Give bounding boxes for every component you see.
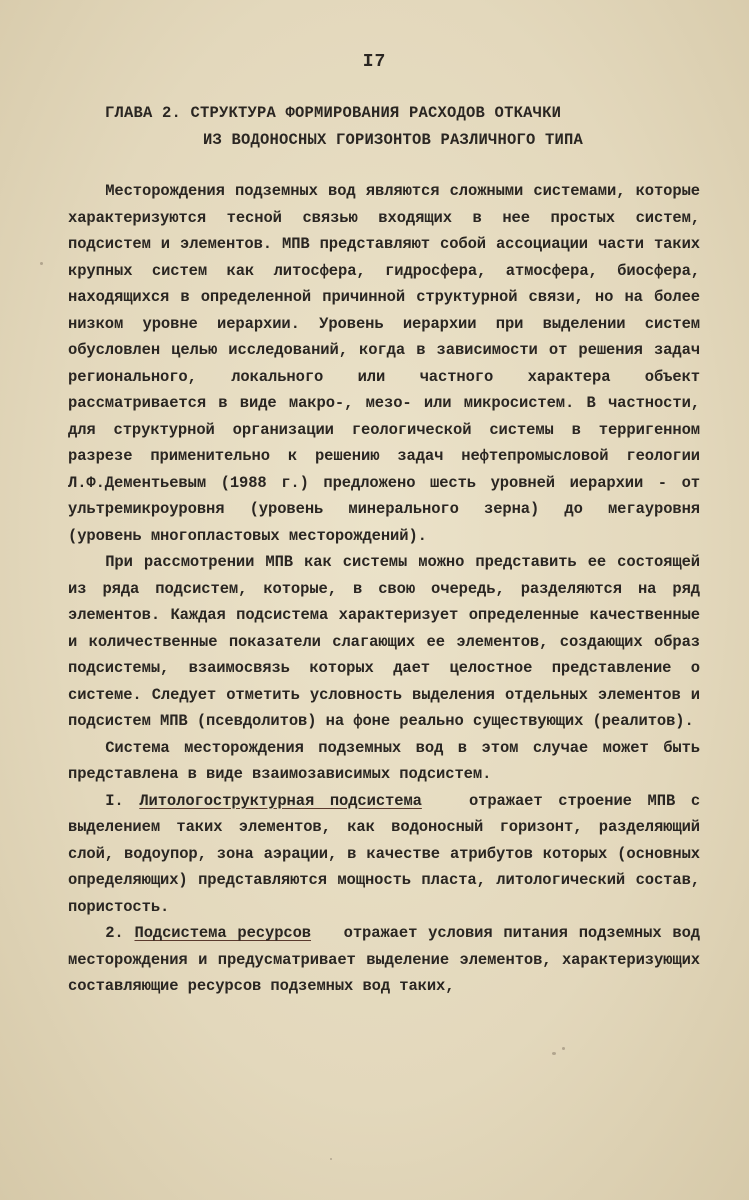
paragraph-4: [68, 788, 700, 921]
chapter-title-line-2: ИЗ ВОДОНОСНЫХ ГОРИЗОНТОВ РАЗЛИЧНОГО ТИПА: [203, 131, 584, 149]
paragraph-1: Месторождения подземных вод являются сложными системами, которые характеризуются тесной связью входящих в нее простых систем, подсистем и элементов. МПВ представляют собой ассоциации части таких крупных систем как литосфера, гидросфера, атмосфера, биосфера, находящихся в определенной причинной структурной связи, но на более низком уровне иерархии. Уровень иерархии при выделении систем обусловлен целью исследований, когда в зависимости от решения задач регионального, локального или частного характера объект рассматривается в виде макро-, мезо- или микросистем. В частности, для структурной организации геологической системы в терригенном разрезе применительно к решению задач нефтепромысловой геологии Л.Ф.Дементьевым (1988 г.) предложено шесть уровней иерархии - от ультремикроуровня (уровень минерального зерна) до мегауровня (уровень многопластовых месторождений).: [68, 182, 700, 545]
paper-speck: [562, 1047, 565, 1050]
chapter-title-line-1: ГЛАВА 2. СТРУКТУРА ФОРМИРОВАНИЯ РАСХОДОВ ОТКАЧКИ: [105, 104, 562, 122]
paper-speck: [552, 1052, 556, 1055]
subsystem-term-resources: Подсистема ресурсов: [134, 924, 312, 942]
paper-speck: [330, 1158, 332, 1160]
paragraph-5: [68, 920, 700, 1000]
paragraph-2: При рассмотрении МПВ как системы можно представить ее состоящей из ряда подсистем, которые, в свою очередь, разделяются на ряд элементов. Каждая подсистема характеризует определенные качественные и количественные показатели слагающих ее элементов, создающих образ подсистемы, взаимосвязь которых дает целостное представление о системе. Следует отметить условность выделения отдельных элементов и подсистем МПВ (псевдолитов) на фоне реально существующих (реалитов).: [68, 553, 700, 730]
list-number-2: 2.: [105, 924, 124, 942]
body-text: [68, 178, 700, 1000]
paragraph-3: Система месторождения подземных вод в этом случае может быть представлена в виде взаимозависимых подсистем.: [68, 738, 700, 783]
subsystem-term-lithostructural: Литологоструктурная подсистема: [139, 791, 422, 810]
paragraph-4-text: отражает строение МПВ с выделением таких элементов, как водоносный горизонт, разделяющий слой, водоупор, зона аэрации, в качестве атрибутов которых (основных определяющих) представляются мощность пласта, литологический состав, пористость.: [68, 791, 701, 916]
paper-speck: [40, 262, 43, 265]
paragraph-5-text: отражает условия питания подземных вод месторождения и предусматривает выделение элементов, характеризующих составляющие ресурсов подземных вод таких,: [68, 924, 701, 995]
list-number-1: I.: [105, 791, 124, 810]
page-number: I7: [362, 52, 387, 72]
chapter-title: [105, 100, 583, 154]
